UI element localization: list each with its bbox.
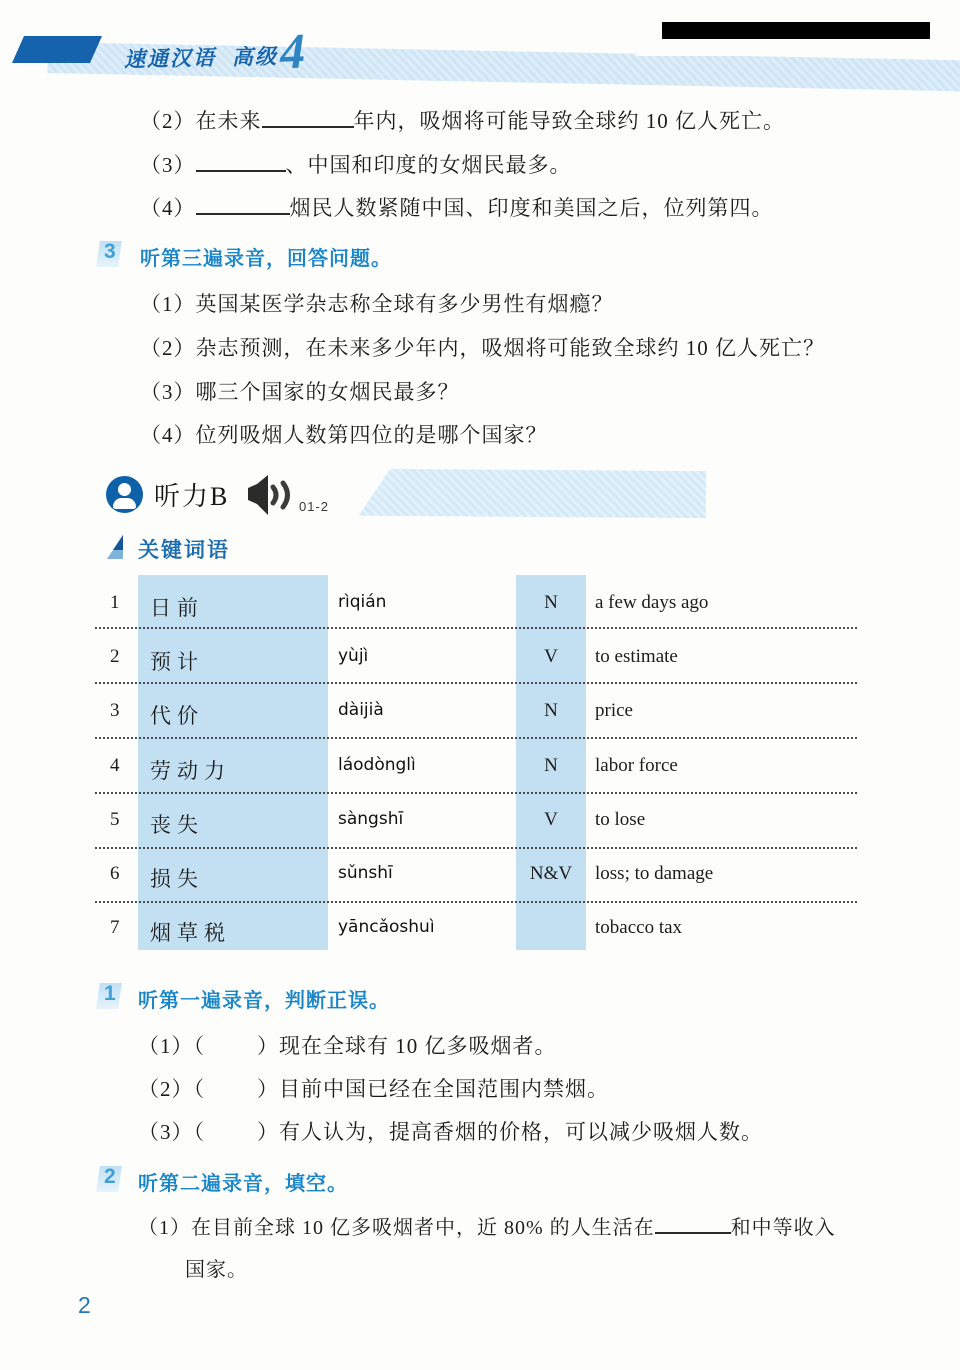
item-text: ）目前中国已经在全国范围内禁烟。 [257, 1077, 609, 1101]
item-text: 烟民人数紧随中国、印度和美国之后，位列第四。 [289, 196, 774, 221]
item-text: （3）（ [138, 1120, 205, 1144]
vocab-word: 预计 [150, 650, 204, 674]
redaction-bar [662, 22, 930, 39]
row-divider [95, 682, 857, 684]
item-text: ）现在全球有 10 亿多吸烟者。 [257, 1034, 557, 1058]
true-false-line [138, 1030, 557, 1060]
book-volume: 4 [279, 22, 306, 80]
answer-blank [196, 191, 290, 215]
item-text: （1）（ [138, 1034, 205, 1058]
fill-blank-line-continued: 国家。 [185, 1259, 248, 1281]
vocab-pinyin: dàijià [338, 700, 384, 720]
section-title: 听第二遍录音，填空。 [138, 1173, 348, 1195]
vocab-pinyin: rìqián [338, 592, 387, 612]
vocab-meaning: price [595, 700, 633, 721]
vocab-index: 4 [110, 755, 120, 776]
vocab-pinyin: láodònglì [338, 755, 416, 775]
item-label: （4） [140, 196, 196, 221]
vocab-index: 5 [110, 809, 120, 830]
vocab-meaning: loss; to damage [595, 863, 714, 884]
vocab-word: 日前 [150, 596, 204, 620]
speaker-icon [246, 474, 296, 516]
vocab-row [0, 592, 960, 620]
audio-track-label: 01-2 [299, 499, 330, 514]
vocab-row [0, 809, 960, 837]
item-text: ）有人认为，提高香烟的价格，可以减少吸烟人数。 [257, 1120, 763, 1144]
vocab-pos: V [544, 646, 558, 667]
item-label: （2） [140, 109, 196, 134]
listening-b-title: 听力B [154, 482, 230, 511]
answer-blank [196, 148, 286, 172]
vocab-pinyin: sǔnshī [338, 863, 393, 883]
listener-icon-head [118, 483, 131, 496]
vocab-row [0, 863, 960, 891]
listener-icon-body [113, 498, 136, 509]
answer-blank [655, 1211, 731, 1234]
question-line: （2）杂志预测，在未来多少年内，吸烟将可能致全球约 10 亿人死亡？ [140, 336, 825, 360]
question-line: （4）位列吸烟人数第四位的是哪个国家？ [140, 423, 548, 447]
row-divider [95, 627, 857, 629]
section-number: 2 [104, 1165, 116, 1188]
vocab-pos: N&V [529, 863, 573, 884]
section-title: 听第三遍录音，回答问题。 [140, 248, 392, 270]
vocab-meaning: to estimate [595, 646, 678, 667]
vocab-pos: V [544, 809, 558, 830]
vocab-index: 3 [110, 700, 120, 721]
true-false-line [138, 1116, 763, 1146]
logo-parallelogram [12, 36, 102, 63]
vocab-word: 丧失 [150, 813, 204, 837]
fill-blank-line [138, 1211, 836, 1240]
vocab-pos: N [544, 592, 558, 613]
vocab-meaning: tobacco tax [595, 917, 683, 938]
section-number: 3 [104, 240, 116, 263]
row-divider [95, 901, 857, 903]
vocab-index: 6 [110, 863, 120, 884]
fill-blank-line [140, 104, 785, 135]
item-text: 和中等收入 [730, 1217, 836, 1239]
answer-blank [262, 104, 354, 128]
book-title [124, 40, 279, 73]
vocab-pos: N [544, 700, 558, 721]
vocab-meaning: labor force [595, 755, 678, 776]
item-label: （3） [140, 153, 196, 178]
keywords-heading: 关键词语 [138, 539, 230, 562]
vocab-row [0, 700, 960, 728]
row-divider [95, 737, 857, 739]
vocab-word: 代价 [150, 704, 204, 728]
listener-icon [106, 476, 143, 513]
question-line: （1）英国某医学杂志称全球有多少男性有烟瘾？ [140, 292, 614, 316]
item-text: （2）（ [138, 1077, 205, 1101]
fill-blank-line [140, 148, 572, 179]
keywords-sail-icon [106, 533, 128, 561]
vocab-index: 2 [110, 646, 120, 667]
vocab-pinyin: yùjì [338, 646, 369, 666]
vocab-index: 1 [110, 592, 120, 613]
vocab-word: 损失 [150, 867, 204, 891]
vocab-row [0, 755, 960, 783]
book-level: 高级 [231, 45, 279, 70]
vocab-word: 劳动力 [150, 759, 231, 783]
vocab-pos: N [544, 755, 558, 776]
fill-blank-line [140, 191, 774, 222]
vocab-meaning: to lose [595, 809, 646, 830]
book-series: 速通汉语 [123, 46, 217, 72]
true-false-line [138, 1073, 609, 1103]
section-number: 1 [104, 982, 116, 1005]
row-divider [95, 847, 857, 849]
item-text: 在未来 [195, 109, 262, 134]
item-text: 、中国和印度的女烟民最多。 [285, 153, 572, 178]
vocab-word: 烟草税 [150, 921, 231, 945]
vocab-pinyin: sàngshī [338, 809, 404, 829]
vocab-row [0, 917, 960, 945]
item-text: 年内，吸烟将可能导致全球约 10 亿人死亡。 [353, 109, 785, 134]
vocab-row [0, 646, 960, 674]
section-title: 听第一遍录音，判断正误。 [138, 990, 390, 1012]
item-text: （1）在目前全球 10 亿多吸烟者中，近 80% 的人生活在 [138, 1217, 655, 1239]
vocab-pinyin: yāncǎoshuì [338, 917, 435, 937]
vocab-meaning: a few days ago [595, 592, 709, 613]
question-line: （3）哪三个国家的女烟民最多？ [140, 380, 460, 404]
page-number: 2 [78, 1292, 91, 1318]
row-divider [95, 792, 857, 794]
vocab-index: 7 [110, 917, 120, 938]
